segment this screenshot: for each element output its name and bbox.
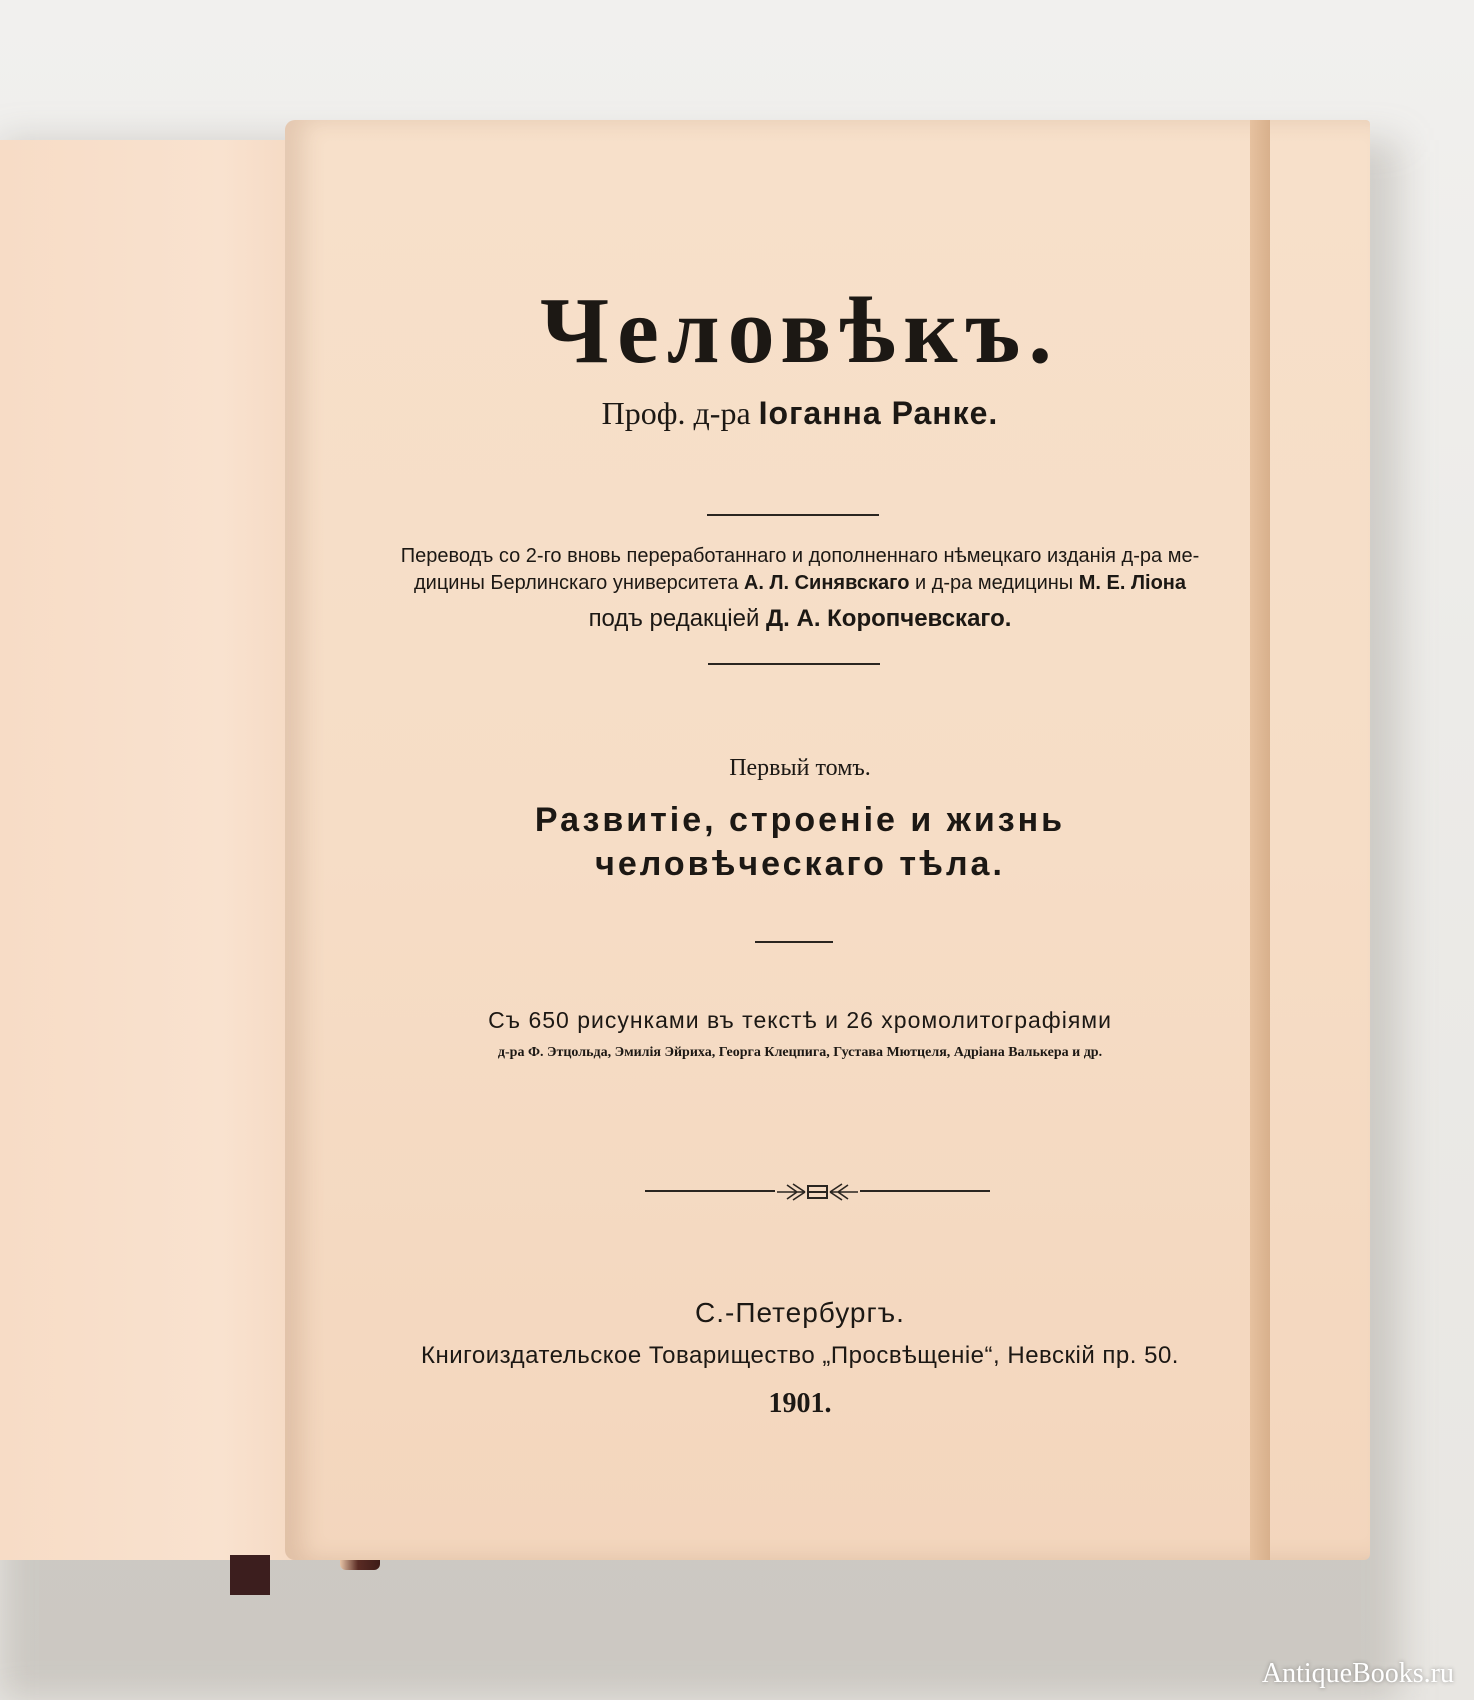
title-page-content bbox=[300, 120, 1300, 1560]
subtitle-line-2: человѣческаго тѣла. bbox=[595, 845, 1005, 883]
divider-rule bbox=[708, 663, 880, 665]
city: С.-Петербургъ. bbox=[695, 1297, 905, 1328]
book-title: Человѣкъ. bbox=[540, 279, 1060, 383]
volume-label: Первый томъ. bbox=[729, 755, 871, 781]
divider-rule bbox=[707, 514, 879, 516]
author-line bbox=[300, 395, 1300, 432]
translation-line-2 bbox=[300, 572, 1300, 595]
spine-cloth-corner bbox=[230, 1555, 270, 1595]
editor-line bbox=[300, 605, 1300, 633]
translator-2: М. Е. Ліона bbox=[1078, 572, 1186, 594]
editor-prefix: подъ редакціей bbox=[588, 605, 760, 632]
translation-line-2-middle: и д-ра медицины bbox=[915, 572, 1074, 594]
author-name: Іоганна Ранке. bbox=[758, 395, 999, 431]
publisher: Книгоиздательское Товарищество „Просвѣщеніе“, Невскій пр. 50. bbox=[421, 1342, 1179, 1369]
subtitle-line-1: Развитіе, строеніе и жизнь bbox=[534, 801, 1066, 839]
short-divider bbox=[755, 941, 833, 943]
year: 1901. bbox=[768, 1388, 832, 1419]
artists-line: д-ра Ф. Этцольда, Эмилія Эйриха, Георга Клецпига, Густава Мютцеля, Адріана Валькера и др. bbox=[497, 1045, 1103, 1060]
editor-name: Д. А. Коропчевскаго. bbox=[766, 605, 1012, 632]
translation-line-1: Переводъ со 2-го вновь переработаннаго и дополненнаго нѣмецкаго изданія д-ра ме- bbox=[400, 545, 1200, 567]
ornament-rule-left bbox=[645, 1190, 775, 1192]
watermark: AntiqueBooks.ru bbox=[1261, 1658, 1454, 1689]
translation-line-2-prefix: дицины Берлинскаго университета bbox=[413, 572, 739, 594]
ornament-rule-right bbox=[860, 1190, 990, 1192]
author-prefix: Проф. д-ра bbox=[601, 395, 751, 431]
illustrations-line: Съ 650 рисунками въ текстѣ и 26 хромолитографіями bbox=[488, 1007, 1112, 1033]
ornament-icon bbox=[775, 1178, 860, 1206]
translator-1: А. Л. Синявскаго bbox=[743, 572, 910, 594]
